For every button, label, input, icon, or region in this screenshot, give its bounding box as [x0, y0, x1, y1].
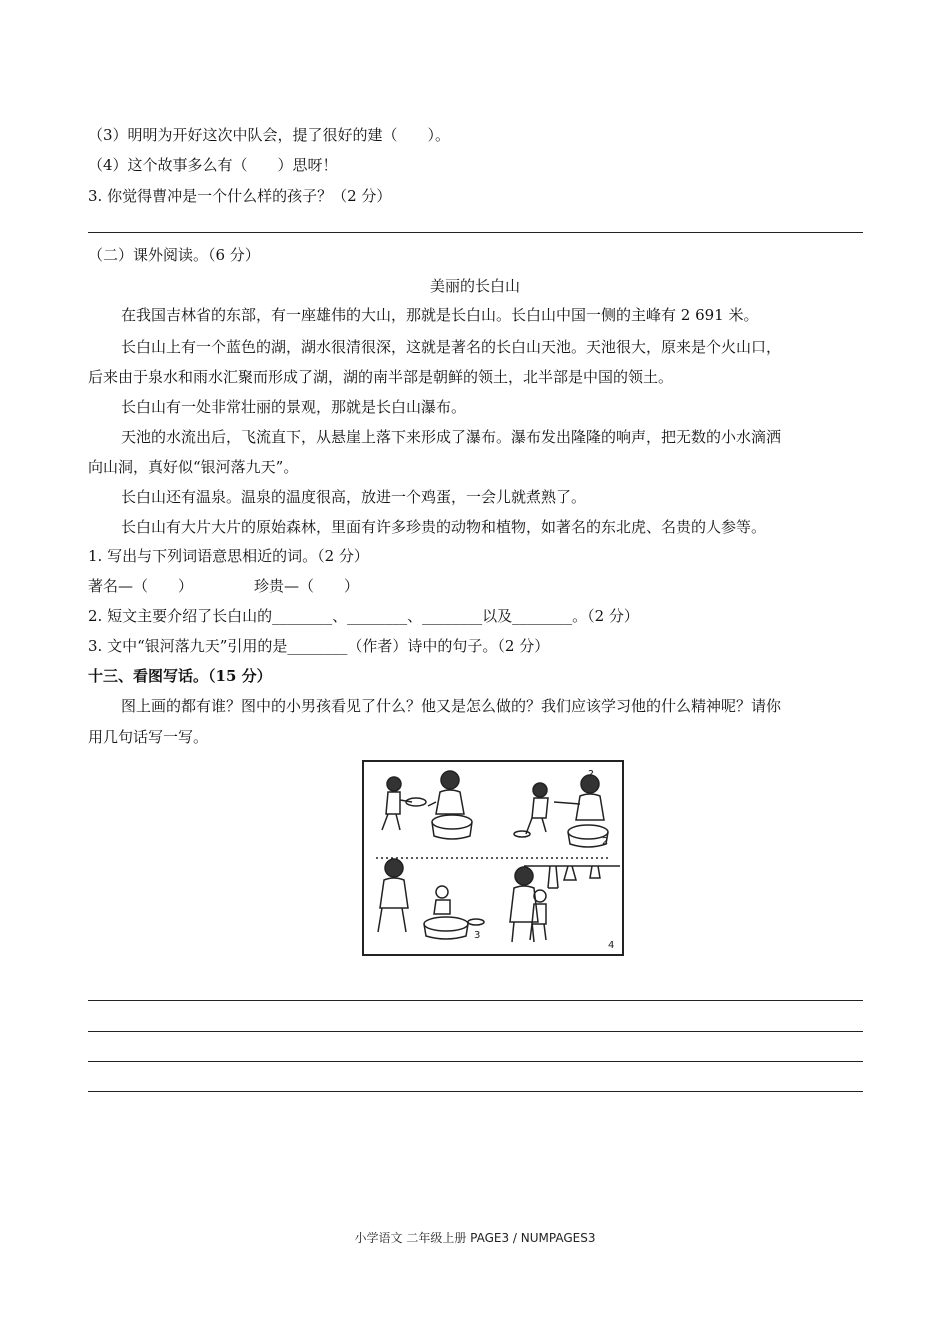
writing-prompt: 图上画的都有谁？图中的小男孩看见了什么？他又是怎么做的？我们应该学习他的什么精神呢？请你	[121, 697, 782, 715]
fill-item-3: （3）明明为开好这次中队会，提了很好的建（ ）。	[88, 126, 451, 144]
reading-question-1: 1. 写出与下列词语意思相近的词。（2 分）	[88, 547, 369, 565]
passage-paragraph-4-cont: 向山洞，真好似“银河落九天”。	[88, 458, 299, 476]
panel-number-3: 3	[474, 930, 481, 941]
panel-number-4: 4	[608, 940, 615, 951]
passage-paragraph-5: 长白山还有温泉。温泉的温度很高，放进一个鸡蛋，一会儿就煮熟了。	[121, 488, 587, 506]
answer-line	[88, 232, 863, 233]
passage-paragraph-3: 长白山有一处非常壮丽的景观，那就是长白山瀑布。	[121, 398, 467, 416]
synonym-precious: 珍贵—（ ）	[254, 577, 360, 595]
page-footer: 小学语文 二年级上册 PAGE3 / NUMPAGES3	[354, 1231, 596, 1245]
passage-paragraph-4: 天池的水流出后，飞流直下，从悬崖上落下来形成了瀑布。瀑布发出隆隆的响声，把无数的小水滴洒	[121, 428, 782, 446]
question-mark-glyph: ?	[588, 768, 594, 781]
writing-prompt-cont: 用几句话写一写。	[88, 728, 209, 746]
passage-paragraph-1: 在我国吉林省的东部，有一座雄伟的大山，那就是长白山。长白山中国一侧的主峰有 2 691 米。	[121, 306, 759, 324]
passage-paragraph-2: 长白山上有一个蓝色的湖，湖水很清很深，这就是著名的长白山天池。天池很大，原来是个火山口，	[121, 338, 782, 356]
passage-title: 美丽的长白山	[429, 277, 520, 295]
picture-story-figure	[362, 760, 624, 956]
writing-heading: 十三、看图写话。（15 分）	[88, 667, 272, 685]
passage-paragraph-6: 长白山有大片大片的原始森林，里面有许多珍贵的动物和植物，如著名的东北虎、名贵的人参等。	[121, 518, 767, 536]
synonym-famous: 著名—（ ）	[88, 577, 194, 595]
question-3: 3. 你觉得曹冲是一个什么样的孩子？（2 分）	[88, 187, 392, 205]
writing-line-1[interactable]	[88, 1000, 863, 1001]
reading-heading: （二）课外阅读。（6 分）	[88, 246, 260, 264]
writing-line-4[interactable]	[88, 1091, 863, 1092]
passage-paragraph-2-cont: 后来由于泉水和雨水汇聚而形成了湖，湖的南半部是朝鲜的领土，北半部是中国的领土。	[88, 368, 674, 386]
panel-number-2: 2	[602, 836, 609, 847]
writing-line-3[interactable]	[88, 1061, 863, 1062]
reading-question-2: 2. 短文主要介绍了长白山的________、________、________以及________。（2 分）	[88, 607, 639, 625]
fill-item-4: （4）这个故事多么有（ ）思呀！	[88, 156, 338, 174]
writing-line-2[interactable]	[88, 1031, 863, 1032]
picture-story-illustration	[364, 762, 622, 954]
reading-question-3: 3. 文中“银河落九天”引用的是________（作者）诗中的句子。（2 分）	[88, 637, 550, 655]
